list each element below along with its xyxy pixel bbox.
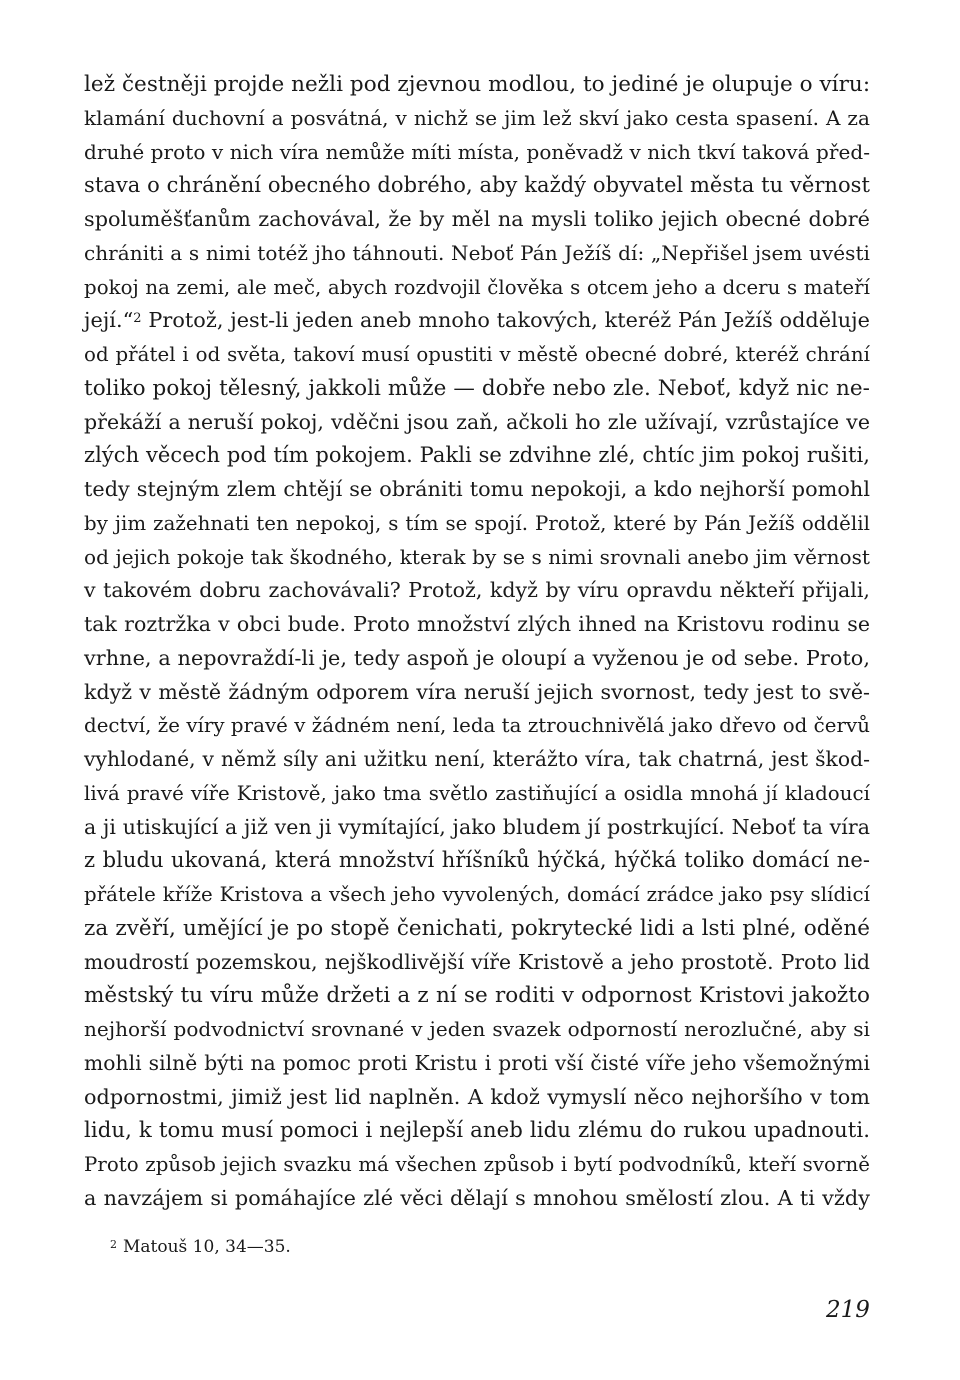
text-segment: Protož, jest-li jeden aneb mnoho takových, kteréž Pán Ježíš odděluje — [141, 308, 870, 333]
text-line: chrániti a s nimi totéž jho táhnouti. Neboť Pán Ježíš dí: „Nepřišel jsem uvésti — [84, 240, 870, 265]
text-line: v takovém dobru zachovávali? Protož, když by víru opravdu někteří přijali, — [84, 578, 870, 603]
text-line — [84, 304, 870, 338]
text-line: stava o chránění obecného dobrého, aby každý obyvatel města tu věrnost — [84, 173, 870, 198]
footnote-reference: 2 — [133, 311, 142, 327]
text-line: odpornostmi, jimiž jest lid naplněn. A kdož vymyslí něco nejhoršího v tom — [84, 1084, 870, 1109]
text-line: od přátel i od světa, takoví musí opustiti v městě obecné dobré, kteréž chrání — [84, 343, 870, 366]
text-line: a navzájem si pomáhajíce zlé věci dělají s mnohou smělostí zlou. A ti vždy — [84, 1185, 870, 1210]
text-segment: její.“ — [84, 308, 134, 333]
text-line: toliko pokoj tělesný, jakkoli může — dobře nebo zle. Neboť, když nic ne- — [84, 375, 870, 401]
text-line: Proto způsob jejich svazku má všechen způsob i bytí podvodníků, kteří svorně — [84, 1153, 870, 1176]
text-line: spoluměšťanům zachovával, že by měl na mysli toliko jejich obecné dobré — [84, 207, 870, 231]
text-line: a ji utiskující a již ven ji vymítající, jako bludem jí postrkující. Neboť ta víra — [84, 814, 870, 839]
footnote-mark: 2 — [110, 1238, 117, 1251]
text-line: dectví, že víry pravé v žádném není, leda ta ztrouchnivělá jako dřevo od červů — [84, 714, 870, 738]
text-line: nejhorší podvodnictví srovnané v jeden svazek odporností nerozlučné, aby si — [84, 1017, 870, 1041]
text-line: od jejich pokoje tak škodného, kterak by se s nimi srovnali anebo jim věrnost — [84, 544, 870, 569]
text-line: přátele kříže Kristova a všech jeho vyvolených, domácí zrádce jako psy slídicí — [84, 883, 870, 906]
text-line: za zvěří, umějící je po stopě čenichati, pokrytecké lidi a lsti plné, oděné — [84, 915, 870, 941]
text-line: lež čestněji projde nežli pod zjevnou modlou, to jediné je olupuje o víru: — [84, 72, 871, 97]
text-line: lidu, k tomu musí pomoci i nejlepší aneb lidu zlému do rukou upadnouti. — [84, 1118, 870, 1144]
text-line: městský tu víru může držeti a z ní se roditi v odpornost Kristovi jakožto — [84, 983, 870, 1009]
text-line: zlých věcech pod tím pokojem. Pakli se zdvihne zlé, chtíc jim pokoj rušiti, — [84, 443, 870, 468]
text-line: vyhlodané, v němž síly ani užitku není, kterážto víra, tak chatrná, jest škod- — [84, 747, 870, 771]
text-line: by jim zažehnati ten nepokoj, s tím se spojí. Protož, které by Pán Ježíš oddělil — [84, 511, 870, 535]
page-number: 219 — [826, 1297, 870, 1323]
text-line: vrhne, a nepovraždí-li je, tedy aspoň je oloupí a vyženou je od sebe. Proto, — [84, 645, 870, 670]
text-line: tak roztržka v obci bude. Proto množství zlých ihned na Kristovu rodinu se — [84, 612, 870, 636]
text-line: druhé proto v nich víra nemůže míti místa, poněvadž v nich tkví taková před- — [84, 139, 870, 164]
text-line: klamání duchovní a posvátná, v nichž se jim lež skví jako cesta spasení. A za — [84, 105, 870, 130]
text-line: překáží a neruší pokoj, vděčni jsou zaň, ačkoli ho zle užívají, vzrůstajíce ve — [84, 409, 870, 434]
text-line: tedy stejným zlem chtějí se obrániti tomu nepokoji, a kdo nejhorší pomohl — [84, 477, 870, 501]
text-line: mohli silně býti na pomoc proti Kristu i proti vší čisté víře jeho všemožnými — [84, 1050, 870, 1075]
footnote-text: Matouš 10, 34—35. — [123, 1237, 291, 1257]
text-line: z bludu ukovaná, která množství hříšníků hýčká, hýčká toliko domácí ne- — [84, 848, 870, 873]
text-line: když v městě žádným odporem víra neruší jejich svornost, tedy jest to svě- — [84, 679, 870, 704]
text-line: livá pravé víře Kristově, jako tma světlo zastiňující a osidla mnohá jí kladoucí — [84, 781, 870, 805]
footnote — [110, 1236, 291, 1258]
text-line: moudrostí pozemskou, nejškodlivější víře Kristově a jeho prostotě. Proto lid — [84, 949, 870, 974]
body-text — [84, 68, 870, 1216]
text-line: pokoj na zemi, ale meč, abych rozdvojil člověka s otcem jeho a dceru s mateří — [84, 275, 870, 299]
